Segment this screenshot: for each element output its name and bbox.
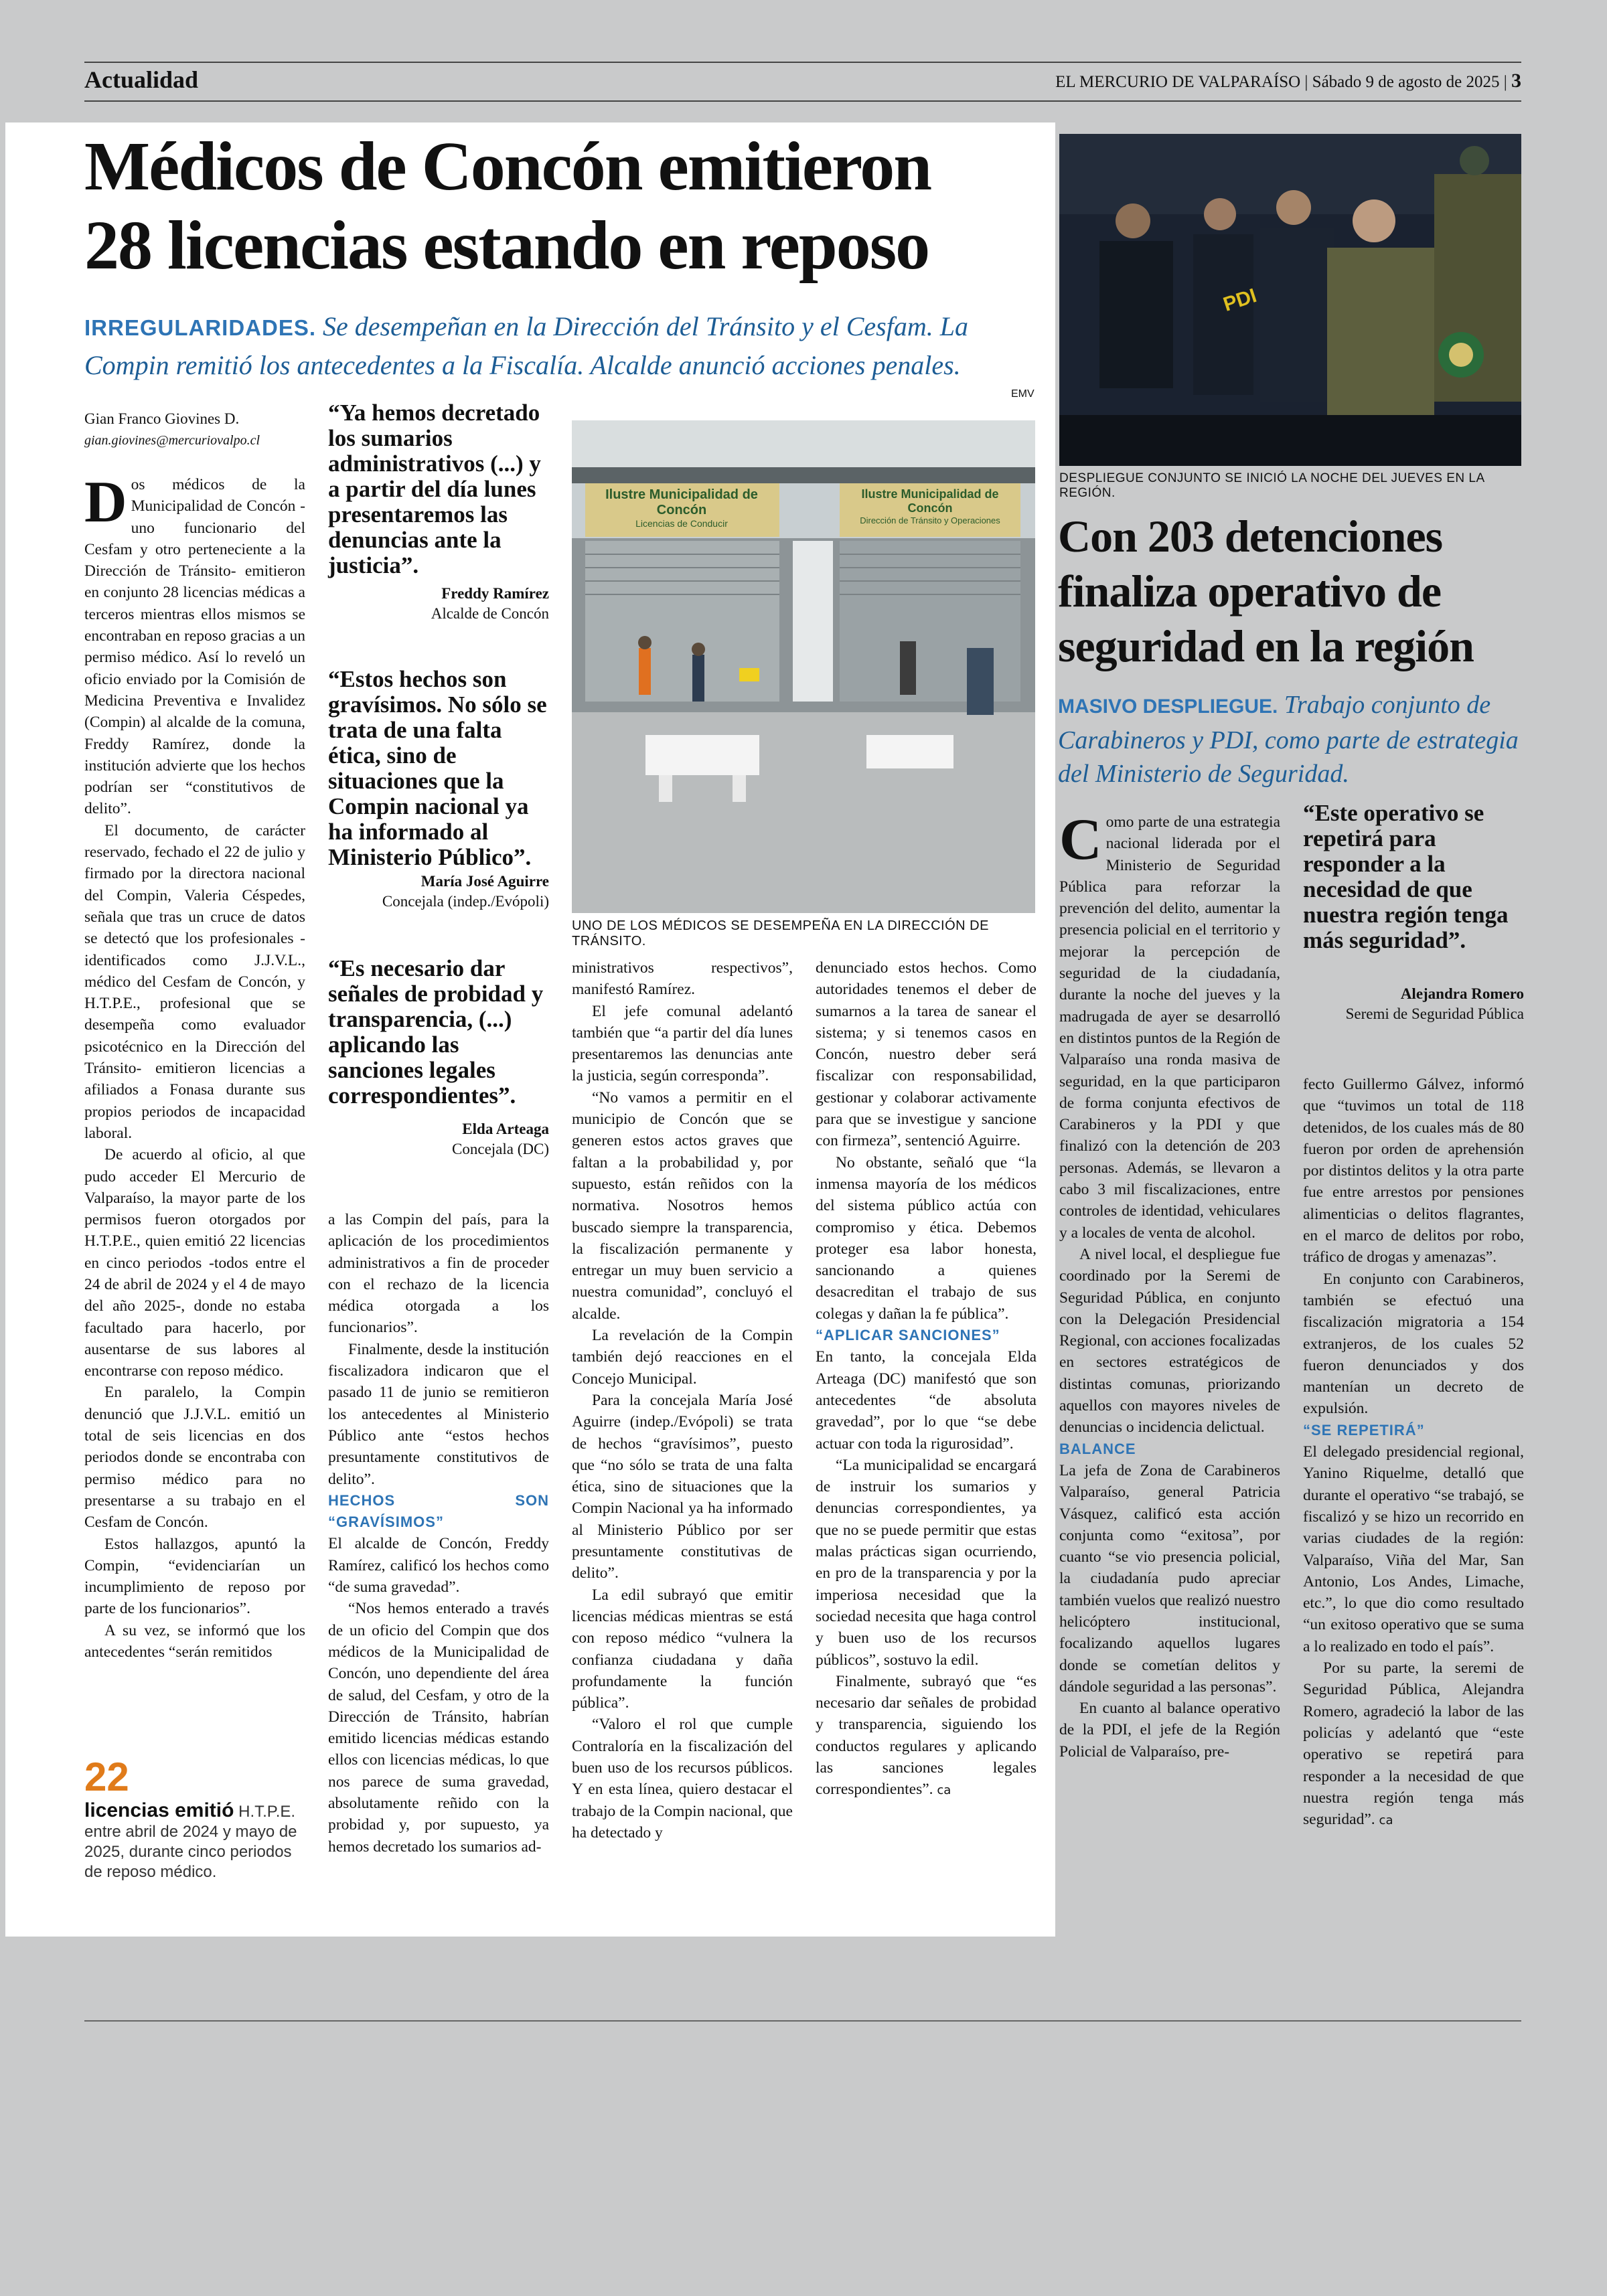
section-label: Actualidad [84,66,199,93]
photo-sign-right [842,487,1018,525]
sign-title: Ilustre Municipalidad de Concón [605,487,758,517]
article-paragraph: fecto Guillermo Gálvez, informó que “tuvimos un total de 118 detenidos, de los cuales más de 80 fueron por orden de aprehensión por distintos delitos y la otra parte fue entre arrestos por pensiones alimenticias o delitos flagrantes, en el marco de delitos por robo, tráfico de drogas y amenazas”. [1303,1076,1524,1266]
dropcap: D [84,470,127,535]
article-paragraph: Para la concejala María José Aguirre (indep./Evópoli) se trata de hechos “gravísimos”, puesto que “no sólo se trata de una falta ética, sino de situaciones que la Compin Nacional ya ha informado al Ministerio Público por ser presuntamente constitutivas de delito”. [572,1391,793,1582]
article-paragraph: En paralelo, la Compin denunció que J.J.V.L. emitió un total de seis licencias en dos periodos donde se encontraba con permiso médico para no presentarse a su trabajo en el Cesfam de Concón. [84,1384,305,1532]
main-photo-caption: UNO DE LOS MÉDICOS SE DESEMPEÑA EN LA DIRECCIÓN DE TRÁNSITO. [572,918,989,949]
side-headline-line-1: Con 203 detenciones [1058,511,1443,562]
article-paragraph: “La municipalidad se encargará de instruir los sumarios y denuncias correspondientes, ya que no se puede permitir que estas malas prácticas sigan ocurriendo, en pro de la transparencia y por la imperiosa necesidad que la sociedad necesita que haga control y buen uso de los recursos públicos”, sostuvo la edil. [816,1456,1037,1669]
article-paragraph: El delegado presidencial regional, Yanino Riquelme, detalló que durante el operativo “se trabajó, se fiscalizó y se hizo un recorrido en varias ciudades de la región: Valparaíso, Viña del Mar, San Antonio, Los Andes, Limache, etc.”, lo que dio como resultado “un exitoso operativo que se suma a lo realizado en todo el país”. [1303,1443,1524,1655]
article-column-2 [328,1209,549,1858]
article-paragraph: El jefe comunal adelantó también que “a partir del día lunes presentaremos las denuncias ante la justicia, según corresponda”. [572,1002,793,1085]
kicker-label: IRREGULARIDADES. [84,315,317,340]
side-pull-quote-attribution [1303,984,1524,1024]
article-paragraph: Finalmente, subrayó que “es necesario dar señales de probidad y transparencia, siguiendo los conductos regulares y aplicando las sanciones legales correspondientes”. ca [816,1672,1037,1799]
side-headline-line-3: seguridad en la región [1058,621,1474,671]
quote-name: Freddy Ramírez [441,585,549,602]
author-name: Gian Franco Giovines D. [84,410,240,427]
article-paragraph: Como parte de una estrategia nacional liderada por el Ministerio de Seguridad Pública para reforzar la prevención del delito, aumentar la presencia policial en el territorio y mejorar la percepción de seguridad de la ciudadanía, durante la noche del jueves y la madrugada de ayer se desarrolló en distintos puntos de la Región de Valparaíso una ronda masiva de seguridad, en la que participaron de forma conjunta efectivos de Carabineros y la PDI y que finalizó con la detención de 203 personas. Además, se llevaron a cabo 3 mil fiscalizaciones, entre controles de identidad, vehiculares y a locales de venta de alcohol. [1059,807,1280,1242]
main-headline [84,127,1049,285]
side-column-2 [1303,1074,1524,1831]
pull-quote-1-attribution [328,584,549,624]
article-paragraph: El alcalde de Concón, Freddy Ramírez, calificó los hechos como “de suma gravedad”. [328,1535,549,1596]
subheading-hechos: HECHOS SON “GRAVÍSIMOS” [328,1491,549,1531]
article-paragraph: ministrativos respectivos”, manifestó Ramírez. [572,959,793,999]
quote-name: Elda Arteaga [462,1121,549,1137]
article-paragraph: Por su parte, la seremi de Seguridad Pública, Alejandra Romero, agradeció la labor de las policías y adelantó que “este operativo se repetirá para responder a la necesidad de que nuestra región tenga más seguridad”. ca [1303,1659,1524,1829]
side-headline-line-2: finaliza operativo de [1058,566,1442,617]
article-paragraph: a las Compin del país, para la aplicación de los procedimientos administrativos a fin de proceder con el rechazo de la licencia médica otorgada a los funcionarios”. [328,1211,549,1337]
stat-box [84,1801,305,1882]
pdi-vest-label: PDI [1220,284,1259,316]
side-headline [1058,509,1527,673]
quote-name: Alejandra Romero [1400,985,1524,1002]
pull-quote-3: “Es necesario dar señales de probidad y transparencia, (...) aplicando las sanciones legales correspondientes”. [328,955,544,1109]
quote-role: Concejala (indep./Evópoli) [382,893,549,910]
main-photo [572,420,1035,913]
article-column-1 [84,470,305,1663]
photo-credit: EMV [1011,388,1035,400]
kicker-text: Se desempeñan en la Dirección del Tránsito y el Cesfam. La Compin remitió los antecedentes a la Fiscalía. Alcalde anunció acciones penales. [84,311,968,380]
masthead [1055,70,1521,92]
headline-line-2: 28 licencias estando en reposo [84,207,929,284]
article-paragraph: En cuanto al balance operativo de la PDI, el jefe de la Región Policial de Valparaíso, pre- [1059,1700,1280,1760]
side-photo-caption: DESPLIEGUE CONJUNTO SE INICIÓ LA NOCHE DEL JUEVES EN LA REGIÓN. [1059,471,1484,500]
main-kicker [84,308,1049,384]
stat-number: 22 [84,1754,129,1799]
byline [84,408,299,451]
article-paragraph: La revelación de la Compin también dejó reacciones en el Concejo Municipal. [572,1327,793,1388]
article-paragraph: Dos médicos de la Municipalidad de Concón -uno funcionario del Cesfam y otro perteneciente a la Dirección de Tránsito- emitieron en conjunto 28 licencias médicas a terceros mientras ellos mismos se encontraban en reposo gracias a un permiso médico. Así lo reveló un oficio enviado por la Comisión de Medicina Preventiva e Invalidez (Compin) al alcalde de la comuna, Freddy Ramírez, donde la institución advierte que los hechos podrían ser “constitutivos de delito”. [84,470,305,818]
end-mark-icon: ca [937,1783,951,1798]
photo-sign-left [588,487,775,529]
article-paragraph: Finalmente, desde la institución fiscalizadora indicaron que el pasado 11 de junio se remitieron los antecedentes al Ministerio Público ante “estos hechos presuntamente constitutivos de delito”. [328,1340,549,1488]
article-paragraph: En conjunto con Carabineros, también se efectuó una fiscalización migratoria a 154 extranjeros, de los cuales 52 fueron denunciados y dos mantenían un decreto de expulsión. [1303,1270,1524,1418]
pull-quote-3-attribution [328,1119,549,1159]
sign-subtitle: Dirección de Tránsito y Operaciones [860,515,1000,525]
article-paragraph: “Nos hemos enterado a través de un oficio del Compin que dos médicos de la Municipalidad de Concón, uno dependiente del área de salud, del Cesfam, y otro de la Dirección de Tránsito, habrían emitido licencias médicas estando ellos con licencias médicas, lo que nos parece de suma gravedad, absolutamente reñido con la probidad y, por supuesto, ya hemos decretado los sumarios ad- [328,1600,549,1856]
article-paragraph: En tanto, la concejala Elda Arteaga (DC) manifestó que son antecedentes “de absoluta gravedad”, por lo que “se debe actuar con toda la rigurosidad”. [816,1348,1037,1453]
article-paragraph: denunciado estos hechos. Como autoridades tenemos el deber de sumarnos a la tarea de sanear el sistema; y si tenemos casos en Concón, nuestro deber será fiscalizar con responsabilidad, gestionar y colaborar activamente para que se investigue y sancione con firmeza”, sentenció Aguirre. [816,959,1037,1150]
article-paragraph: No obstante, señaló que “la inmensa mayoría de los médicos del sistema público actúa con compromiso y ética. Debemos proteger esa labor honesta, sancionando a quienes desacreditan el trabajo de sus colegas y dañan la fe pública”. [816,1153,1037,1323]
article-paragraph: “No vamos a permitir en el municipio de Concón que se generen estos actos graves que faltan a la probabilidad y, por supuesto, están reñidos con la normativa. Nosotros hemos buscado siempre la transparencia, la fiscalización permanente y entregar un muy buen servicio a nuestra comunidad”, concluyó el alcalde. [572,1088,793,1323]
quote-role: Seremi de Seguridad Pública [1345,1005,1524,1022]
masthead-text: EL MERCURIO DE VALPARAÍSO | Sábado 9 de agosto de 2025 | [1055,73,1507,91]
header-rule-bottom [84,100,1521,102]
pull-quote-2-attribution [328,872,549,912]
subheading-repetira: “SE REPETIRÁ” [1303,1421,1425,1439]
article-paragraph: La jefa de Zona de Carabineros Valparaíso, general Patricia Vásquez, calificó esta acción conjunta como “exitosa”, por cuanto “se vio presencia policial, la ciudadanía pudo apreciar también vuelos que realizó nuestro helicóptero institucional, focalizando aquellos lugares donde se cometían delitos y dándole seguridad a las personas”. [1059,1461,1280,1696]
side-dropcap: C [1059,807,1102,872]
sign-title: Ilustre Municipalidad de Concón [861,487,999,515]
quote-role: Alcalde de Concón [431,605,549,622]
stat-label: licencias emitió [84,1799,234,1821]
side-photo-illustration [1059,134,1521,466]
article-paragraph: “Valoro el rol que cumple Contraloría en la fiscalización del buen uso de los recursos públicos. Y en esta línea, quiero destacar el trabajo de la Compin nacional, que ha detectado y [572,1716,793,1841]
pull-quote-2: “Estos hechos son gravísimos. No sólo se trata de una falta ética, sino de situaciones que la Compin nacional ya ha informado al Ministerio Público”. [328,666,547,870]
article-paragraph: De acuerdo al oficio, al que pudo acceder El Mercurio de Valparaíso, la mayor parte de los permisos fueron otorgados por H.T.P.E., quien emitió 22 licencias en cinco periodos -todos entre el 24 de abril de 2024 y el 4 de mayo del año 2025-, donde no estaba facultado para hacerlo, por ausentarse de sus labores al encontrarse con reposo médico. [84,1146,305,1380]
side-pull-quote: “Este operativo se repetirá para responder a la necesidad de que nuestra región tenga más seguridad”. [1303,800,1509,953]
article-paragraph: A su vez, se informó que los antecedentes “serán remitidos [84,1621,305,1661]
side-kicker-text: Trabajo conjunto de Carabineros y PDI, como parte de estrategia del Ministerio de Seguridad. [1058,691,1519,788]
footer-rule [84,2020,1521,2022]
side-end-mark-icon: ca [1379,1813,1393,1828]
quote-role: Concejala (DC) [452,1141,549,1157]
article-paragraph: El documento, de carácter reservado, fechado el 22 de julio y firmado por la directora nacional del Compin, Valeria Céspedes, señala que tras un cruce de datos se detectó que los profesionales -identificados como J.J.V.L., médico del Cesfam de Concón, y H.T.P.E., profesional que se desempeña como evaluador psicotécnico en la Dirección del Tránsito- emitieron licencias a afiliados a Fonasa durante sus propios periodos de incapacidad laboral. [84,821,305,1142]
side-kicker-label: MASIVO DESPLIEGUE. [1058,695,1278,718]
subheading-sanciones: “APLICAR SANCIONES” [816,1327,1000,1344]
page-number: 3 [1511,70,1521,92]
article-column-4 [816,957,1037,1802]
subheading-balance: BALANCE [1059,1440,1136,1457]
headline-line-1: Médicos de Concón emitieron [84,128,931,205]
side-kicker [1058,688,1527,791]
header-rule-top [84,62,1521,63]
side-photo [1059,134,1521,466]
article-paragraph: Estos hallazgos, apuntó la Compin, “evidenciarían un incumplimiento de reposo por parte de los funcionarios”. [84,1535,305,1618]
article-column-3 [572,957,793,1843]
sign-subtitle: Licencias de Conducir [635,518,728,529]
author-email: gian.giovines@mercuriovalpo.cl [84,433,260,448]
pull-quote-1: “Ya hemos decretado los sumarios administrativos (...) y a partir del día lunes presentaremos las denuncias ante la justicia”. [328,400,541,578]
stat-text: H.T.P.E. entre abril de 2024 y mayo de 2025, durante cinco periodos de reposo médico. [84,1803,297,1881]
article-paragraph: A nivel local, el despliegue fue coordinado por la Seremi de Seguridad Pública, en conjunto con la Delegación Presidencial Regional, con acciones focalizadas en sectores estratégicos de distintas comunas, priorizando aquellos con mayores niveles de denuncias o incidencia delictual. [1059,1245,1280,1437]
article-paragraph: La edil subrayó que emitir licencias médicas mientras se está con reposo médico “vulnera la confianza ciudadana y daña profundamente la función pública”. [572,1586,793,1712]
side-column-1 [1059,807,1280,1762]
quote-name: María José Aguirre [420,873,549,890]
